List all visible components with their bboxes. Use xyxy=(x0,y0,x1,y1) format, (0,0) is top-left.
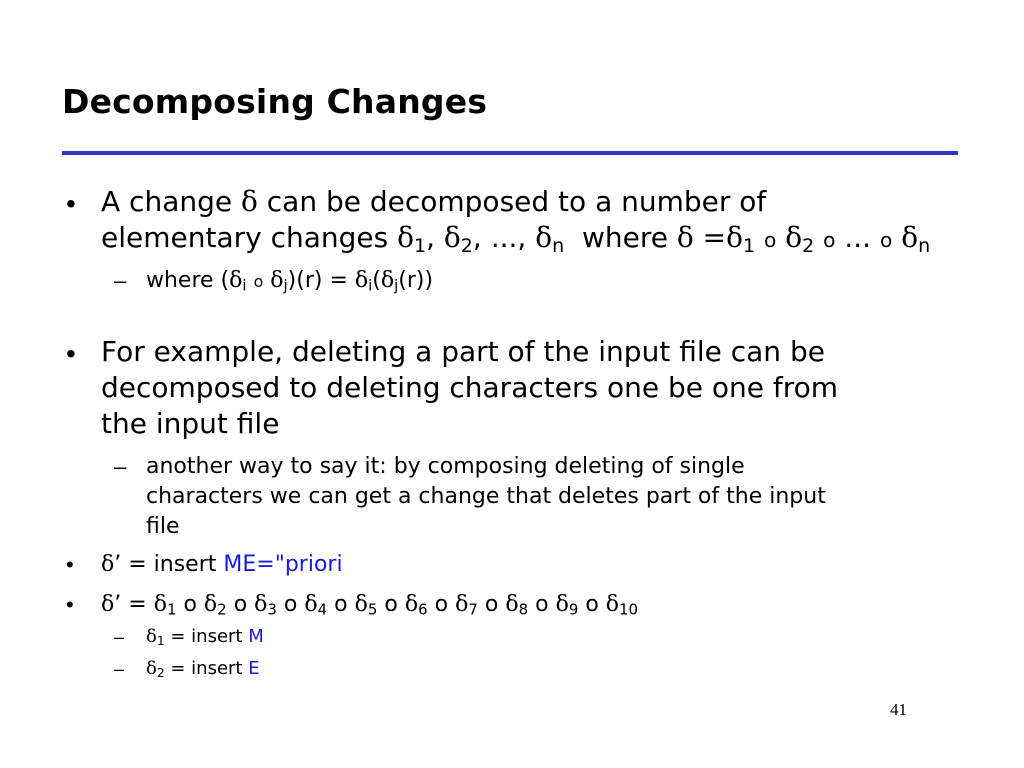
sub-bullet-delta1: $\delta_1$ = insert M xyxy=(146,626,264,649)
bullet-marker: • xyxy=(66,552,74,577)
inserted-char: E xyxy=(248,658,260,679)
bullet-marker: • xyxy=(66,338,76,369)
dash-marker: – xyxy=(114,627,125,647)
bullet-delta-prime-insert: δ’ = insert ME="priori xyxy=(101,552,343,577)
dash-marker: – xyxy=(114,454,127,479)
bullet-marker: • xyxy=(66,188,76,219)
dash-marker: – xyxy=(114,268,127,293)
bullet-line: For example, deleting a part of the input file can be xyxy=(101,335,825,368)
sub-bullet-another-way xyxy=(146,452,826,542)
bullet-delta-prime-composition: δ’ = $\delta_1$ o $\delta_2$ o $\delta_3$ o $\delta_4$ o $\delta_5$ o $\delta_6$ o $\delta_7$ o $\delta_8$ o $\delta_9$ o $\delta_{10}$ xyxy=(101,592,639,619)
sub-bullet-composition-rule: where ($\delta_i$ o $\delta_j)(r) = \delta_i(\delta_j(r))$ xyxy=(146,268,434,295)
title-divider xyxy=(62,151,958,155)
bullet-example xyxy=(101,334,838,442)
bullet-line: decomposed to deleting characters one be one from xyxy=(101,371,839,404)
bullet-line: file xyxy=(146,514,180,539)
sub-bullet-delta2: $\delta_2$ = insert E xyxy=(146,658,260,681)
bullet-line: characters we can get a change that deletes part of the input xyxy=(146,484,826,509)
bullet-line: elementary changes $\delta_1$, $\delta_2$, ..., $\delta_n$ where $\delta =\delta_1$ o $\delta_2$ o ... o $\delta_n$ xyxy=(101,221,931,257)
bullet-line: the input file xyxy=(101,407,280,440)
inserted-char: M xyxy=(248,626,264,647)
slide-title: Decomposing Changes xyxy=(62,82,488,121)
bullet-line: another way to say it: by composing deleting of single xyxy=(146,454,745,479)
bullet-decomposition xyxy=(101,184,930,258)
dash-marker: – xyxy=(114,659,125,679)
bullet-line: A change δ can be decomposed to a number of xyxy=(101,185,767,218)
bullet-marker: • xyxy=(66,592,74,617)
inserted-string: ME="priori xyxy=(223,552,343,577)
page-number: 41 xyxy=(890,700,907,719)
